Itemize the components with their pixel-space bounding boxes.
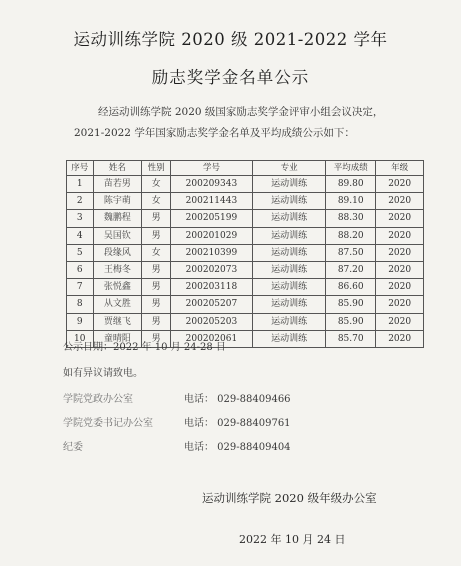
table-row	[67, 193, 424, 210]
title-line-1: 运动训练学院 2020 级 2021-2022 学年	[73, 30, 388, 49]
cell-name: 苗若男	[93, 176, 142, 193]
cell-sex: 女	[142, 176, 170, 193]
cell-score: 87.20	[326, 261, 376, 278]
cell-student-id: 200205199	[170, 210, 252, 227]
cell-name: 张悦鑫	[93, 279, 142, 296]
contact-phone-3: 电话： 029-88409404	[184, 442, 291, 453]
cell-major: 运动训练	[253, 210, 326, 227]
cell-sex: 男	[142, 210, 170, 227]
cell-student-id: 200202061	[170, 330, 252, 347]
cell-name: 贾继飞	[93, 313, 142, 330]
cell-score: 87.50	[326, 244, 376, 261]
cell-score: 88.30	[326, 210, 376, 227]
cell-grade: 2020	[376, 176, 424, 193]
cell-name: 段缘风	[93, 244, 142, 261]
objection-note: 如有异议请致电。	[63, 368, 143, 379]
signature-office: 运动训练学院 2020 级年级办公室	[202, 491, 377, 505]
cell-major: 运动训练	[253, 261, 326, 278]
cell-seq: 5	[67, 244, 94, 261]
cell-grade: 2020	[376, 313, 424, 330]
header-major: 专业	[253, 161, 326, 176]
cell-student-id: 200210399	[170, 244, 252, 261]
scholarship-table	[66, 160, 424, 348]
cell-score: 89.10	[326, 193, 376, 210]
cell-seq: 6	[67, 261, 94, 278]
cell-sex: 男	[142, 279, 170, 296]
cell-student-id: 200202073	[170, 261, 252, 278]
title-line-2: 励志奖学金名单公示	[151, 68, 310, 87]
cell-name: 从文胜	[93, 296, 142, 313]
table-row	[67, 210, 424, 227]
cell-name: 陈宇萌	[93, 193, 142, 210]
cell-name: 王梅冬	[93, 261, 142, 278]
cell-score: 88.20	[326, 227, 376, 244]
header-name: 姓名	[93, 161, 142, 176]
contact-office-3: 纪委	[63, 442, 83, 453]
cell-student-id: 200205203	[170, 313, 252, 330]
contact-phone-2: 电话： 029-88409761	[184, 418, 291, 429]
cell-major: 运动训练	[253, 330, 326, 347]
cell-grade: 2020	[376, 193, 424, 210]
cell-seq: 2	[67, 193, 94, 210]
cell-name: 吴国钦	[93, 227, 142, 244]
cell-major: 运动训练	[253, 279, 326, 296]
table-row	[67, 313, 424, 330]
table-row	[67, 279, 424, 296]
cell-seq: 4	[67, 227, 94, 244]
cell-seq: 8	[67, 296, 94, 313]
cell-major: 运动训练	[253, 193, 326, 210]
header-student-id: 学号	[170, 161, 252, 176]
table-row	[67, 296, 424, 313]
contact-phone-1: 电话： 029-88409466	[184, 394, 291, 405]
cell-score: 86.60	[326, 279, 376, 296]
cell-sex: 男	[142, 261, 170, 278]
cell-student-id: 200209343	[170, 176, 252, 193]
cell-grade: 2020	[376, 210, 424, 227]
cell-sex: 男	[142, 313, 170, 330]
cell-sex: 男	[142, 330, 170, 347]
cell-name: 魏鹏程	[93, 210, 142, 227]
cell-student-id: 200203118	[170, 279, 252, 296]
cell-grade: 2020	[376, 261, 424, 278]
cell-sex: 男	[142, 296, 170, 313]
cell-major: 运动训练	[253, 313, 326, 330]
cell-score: 85.90	[326, 296, 376, 313]
contact-office-2: 学院党委书记办公室	[63, 418, 153, 429]
cell-grade: 2020	[376, 244, 424, 261]
intro-line-2: 2021-2022 学年国家励志奖学金名单及平均成绩公示如下：	[74, 127, 355, 139]
signature-date: 2022 年 10 月 24 日	[239, 533, 346, 546]
cell-seq: 7	[67, 279, 94, 296]
table-row	[67, 227, 424, 244]
cell-sex: 女	[142, 193, 170, 210]
cell-score: 85.70	[326, 330, 376, 347]
cell-seq: 9	[67, 313, 94, 330]
header-grade: 年级	[376, 161, 424, 176]
cell-major: 运动训练	[253, 227, 326, 244]
cell-sex: 女	[142, 244, 170, 261]
cell-grade: 2020	[376, 279, 424, 296]
notice-period: 公示日期：2022 年 10 月 24-28 日	[63, 342, 226, 353]
cell-student-id: 200205207	[170, 296, 252, 313]
cell-grade: 2020	[376, 330, 424, 347]
intro-line-1: 经运动训练学院 2020 级国家励志奖学金评审小组会议决定，	[98, 106, 384, 118]
cell-student-id: 200201029	[170, 227, 252, 244]
cell-major: 运动训练	[253, 176, 326, 193]
table-row	[67, 261, 424, 278]
cell-sex: 男	[142, 227, 170, 244]
cell-name: 童晴阳	[93, 330, 142, 347]
cell-grade: 2020	[376, 296, 424, 313]
cell-seq: 1	[67, 176, 94, 193]
contact-office-1: 学院党政办公室	[63, 394, 133, 405]
cell-major: 运动训练	[253, 296, 326, 313]
cell-seq: 10	[67, 330, 94, 347]
cell-student-id: 200211443	[170, 193, 252, 210]
table-row	[67, 244, 424, 261]
cell-score: 89.80	[326, 176, 376, 193]
cell-seq: 3	[67, 210, 94, 227]
cell-major: 运动训练	[253, 244, 326, 261]
header-seq: 序号	[67, 161, 94, 176]
table-header-row	[67, 161, 424, 176]
cell-score: 85.90	[326, 313, 376, 330]
header-score: 平均成绩	[326, 161, 376, 176]
table-row	[67, 176, 424, 193]
header-sex: 性别	[142, 161, 170, 176]
cell-grade: 2020	[376, 227, 424, 244]
